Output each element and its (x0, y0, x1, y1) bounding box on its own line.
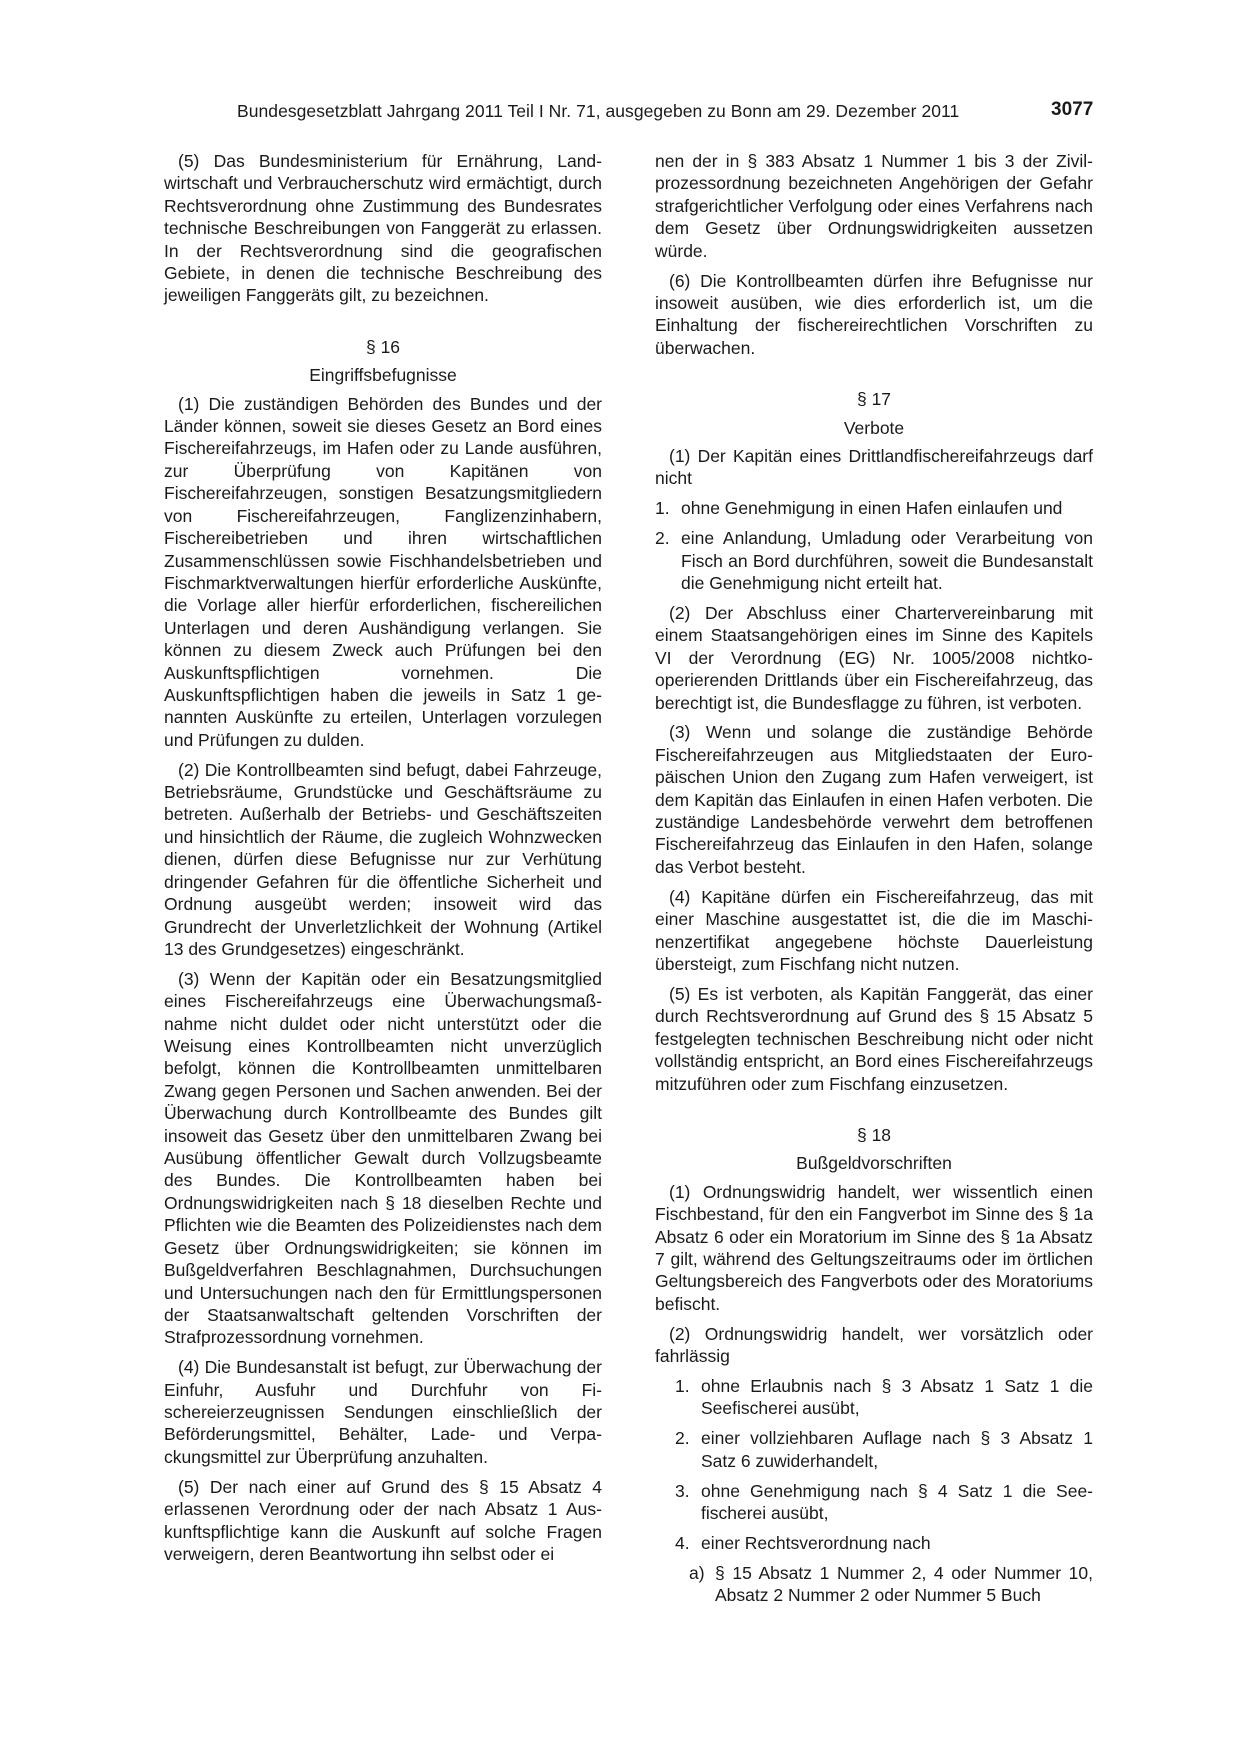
list-item-number: 2. (655, 528, 670, 549)
section-16-number: § 16 (365, 336, 401, 357)
paragraph-16-5: (5) Der nach einer auf Grund des § 15 Absatz 4 erlassenen Verordnung oder der nach Absatz 1 Auskunftspflichtige kann die Auskunft auf solche Fragen verweigern, deren Beantwortung ihn selbst oder ei (164, 1476, 602, 1564)
list-item-text: einer vollziehbaren Auflage nach § 3 Absatz 1 Satz 6 zuwiderhandelt, (701, 1428, 1093, 1471)
left-column (164, 150, 602, 1573)
sub-list-item-letter: a) (689, 1562, 705, 1583)
section-18-title: Bußgeldvorschriften (796, 1153, 952, 1174)
list-item-number: 2. (675, 1428, 690, 1449)
list-item (675, 1427, 1093, 1472)
list-item-number: 3. (675, 1480, 690, 1501)
list-item-number: 1. (655, 498, 670, 519)
paragraph-17-2: (2) Der Abschluss einer Chartervereinbarung mit einem Staatsangehörigen eines im Sinne des Kapitels VI der Verordnung (EG) Nr. 1005/2008 nichtkooperierenden Drittlands über ein Fischereifahrzeug, das berechtigt ist, die Bundesflagge zu führen, ist verboten. (655, 602, 1093, 713)
list-item (675, 1375, 1093, 1420)
paragraph-16-4: (4) Die Bundesanstalt ist befugt, zur Überwachung der Einfuhr, Ausfuhr und Durchfuhr von Fischereierzeugnissen Sendungen einschließlich der Beförderungsmittel, Behälter, Lade- und Verpackungsmittel zur Überprüfung anzuhalten. (164, 1357, 602, 1467)
list-item-text: einer Rechtsverordnung nach (701, 1532, 931, 1553)
paragraph-18-1: (1) Ordnungswidrig handelt, wer wissentlich einen Fischbestand, für den ein Fangverbot im Sinne des § 1a Absatz 6 oder ein Moratorium im Sinne des § 1a Absatz 7 gilt, während des Geltungszeitraums oder im örtlichen Geltungsbereich des Fangverbots oder des Moratoriums befischt. (655, 1181, 1093, 1314)
list-item-text: ohne Genehmigung in einen Hafen einlaufen und (681, 498, 1063, 519)
paragraph-17-3: (3) Wenn und solange die zuständige Behörde Fischereifahrzeugen aus Mitgliedstaaten der Europäischen Union den Zugang zum Hafen verweigert, ist dem Kapitän das Einlaufen in einen Hafen verboten. Die zuständige Landesbehörde verwehrt dem betroffenen Fischereifahrzeug das Einlaufen in den Hafen, solange das Verbot besteht. (655, 722, 1093, 877)
paragraph-17-4: (4) Kapitäne dürfen ein Fischereifahrzeug, das mit einer Maschine ausgestattet ist, die die im Maschinenzertifikat angegebene höchste Dauerleistung übersteigt, zum Fischfang nicht nutzen. (655, 886, 1093, 974)
list-item (675, 1532, 1093, 1554)
list-item (675, 1480, 1093, 1525)
right-column (655, 150, 1093, 1607)
list-item-number: 4. (675, 1532, 690, 1553)
paragraph-15-5: (5) Das Bundesministerium für Ernährung, Landwirtschaft und Verbraucherschutz wird ermächtigt, durch Rechtsverordnung ohne Zustimmung des Bundesrates technische Beschreibungen von Fanggerät zu erlassen. In der Rechtsverordnung sind die geografischen Gebiete, in denen die technische Beschreibung des jeweiligen Fanggeräts gilt, zu bezeichnen. (164, 151, 602, 306)
paragraph-16-1: (1) Die zuständigen Behörden des Bundes und der Länder können, soweit sie dieses Gesetz an Bord eines Fischereifahrzeugs, im Hafen oder zu Lande ausführen, zur Überprüfung von Kapitänen von Fischereifahrzeugen, sonstigen Besatzungsmitgliedern von Fischereifahrzeugen, Fanglizenzinhabern, Fischereibetrieben und ihren wirtschaftlichen Zusammenschlüssen sowie Fischhandelsbetrieben und Fischmarktverwaltungen hierfür erforderliche Auskünfte, die Vorlage aller hierfür erforderlichen, fischereilichen Unterlagen und deren Aushändigung verlangen. Sie können zu diesem Zweck auch Prüfungen bei den Auskunftspflichtigen vornehmen. Die Auskunftspflichtigen haben die jeweils in Satz 1 genannten Auskünfte zu erteilen, Unterlagen vorzulegen und Prüfungen zu dulden. (164, 393, 602, 750)
sub-list-item-text: § 15 Absatz 1 Nummer 2, 4 oder Nummer 10, Absatz 2 Nummer 2 oder Nummer 5 Buch (715, 1562, 1093, 1606)
list-item-text: eine Anlandung, Umladung oder Verarbeitung von Fisch an Bord durchführen, soweit die Bundesanstalt die Genehmigung nicht erteilt hat. (681, 528, 1093, 593)
paragraph-16-6: (6) Die Kontrollbeamten dürfen ihre Befugnisse nur insoweit ausüben, wie dies erforderlich ist, um die Einhaltung der fischereirechtlichen Vorschriften zu überwachen. (655, 270, 1093, 358)
list-item (655, 527, 1093, 594)
page-number: 3077 (1051, 99, 1094, 120)
section-18-number: § 18 (856, 1124, 892, 1145)
paragraph-17-5: (5) Es ist verboten, als Kapitän Fanggerät, das einer durch Rechtsverordnung auf Grund des § 15 Absatz 5 festgelegten technischen Beschreibung nicht oder nicht vollständig entspricht, an Bord eines Fischereifahrzeugs mitzuführen oder zum Fischfang einzusetzen. (655, 983, 1093, 1094)
paragraph-16-3: (3) Wenn der Kapitän oder ein Besatzungsmitglied eines Fischereifahrzeugs eine Überwachungsmaßnahme nicht duldet oder nicht unterstützt oder die Weisung eines Kontrollbeamten nicht unverzüglich befolgt, können die Kontrollbeamten unmittelbaren Zwang gegen Personen und Sachen anwenden. Bei der Überwachung durch Kontrollbeamte des Bundes gilt insoweit das Gesetz über den unmittelbaren Zwang bei Ausübung öffentlicher Gewalt durch Vollzugsbeamte des Bundes. Die Kontrollbeamten haben bei Ordnungswidrigkeiten nach § 18 dieselben Rechte und Pflichten wie die Beamten des Polizeidienstes nach dem Gesetz über Ordnungswidrigkeiten; sie können im Bußgeldverfahren Beschlagnahmen, Durchsuchungen und Untersuchungen nach den für Ermittlungspersonen der Staatsanwaltschaft geltenden Vorschriften der Strafprozessordnung vornehmen. (164, 968, 602, 1348)
section-17-number: § 17 (856, 389, 892, 410)
running-title: Bundesgesetzblatt Jahrgang 2011 Teil I Nr. 71, ausgegeben zu Bonn am 29. Dezember 2011 (237, 101, 960, 121)
list-item-text: ohne Genehmigung nach § 4 Satz 1 die Seefischerei ausübt, (701, 1480, 1093, 1524)
paragraph-18-2: (2) Ordnungswidrig handelt, wer vorsätzlich oder fahrlässig (655, 1323, 1093, 1367)
list-item-text: ohne Erlaubnis nach § 3 Absatz 1 Satz 1 die Seefischerei ausübt, (701, 1376, 1093, 1419)
list-item-number: 1. (675, 1376, 690, 1396)
list-item (655, 497, 1093, 519)
section-17-title: Verbote (843, 417, 905, 438)
paragraph-16-2: (2) Die Kontrollbeamten sind befugt, dabei Fahrzeuge, Betriebsräume, Grundstücke und Geschäftsräume zu betreten. Außerhalb der Betriebs- und Geschäftszeiten und hinsichtlich der Räume, die zugleich Wohnzwecken dienen, dürfen diese Befugnisse nur zur Verhütung dringender Gefahren für die öffentliche Sicherheit und Ordnung ausgeübt werden; insoweit wird das Grundrecht der Unverletzlichkeit der Wohnung (Artikel 13 des Grundgesetzes) eingeschränkt. (164, 759, 602, 959)
paragraph-16-5-continued: nen der in § 383 Absatz 1 Nummer 1 bis 3 der Zivilprozessordnung bezeichneten Angehörigen der Gefahr strafgerichtlicher Verfolgung oder eines Verfahrens nach dem Gesetz über Ordnungswidrigkeiten aussetzen würde. (655, 151, 1093, 261)
section-16-title: Eingriffsbefugnisse (309, 365, 457, 386)
sub-list-item (689, 1562, 1093, 1607)
paragraph-17-1: (1) Der Kapitän eines Drittlandfischereifahrzeugs darf nicht (655, 445, 1093, 489)
